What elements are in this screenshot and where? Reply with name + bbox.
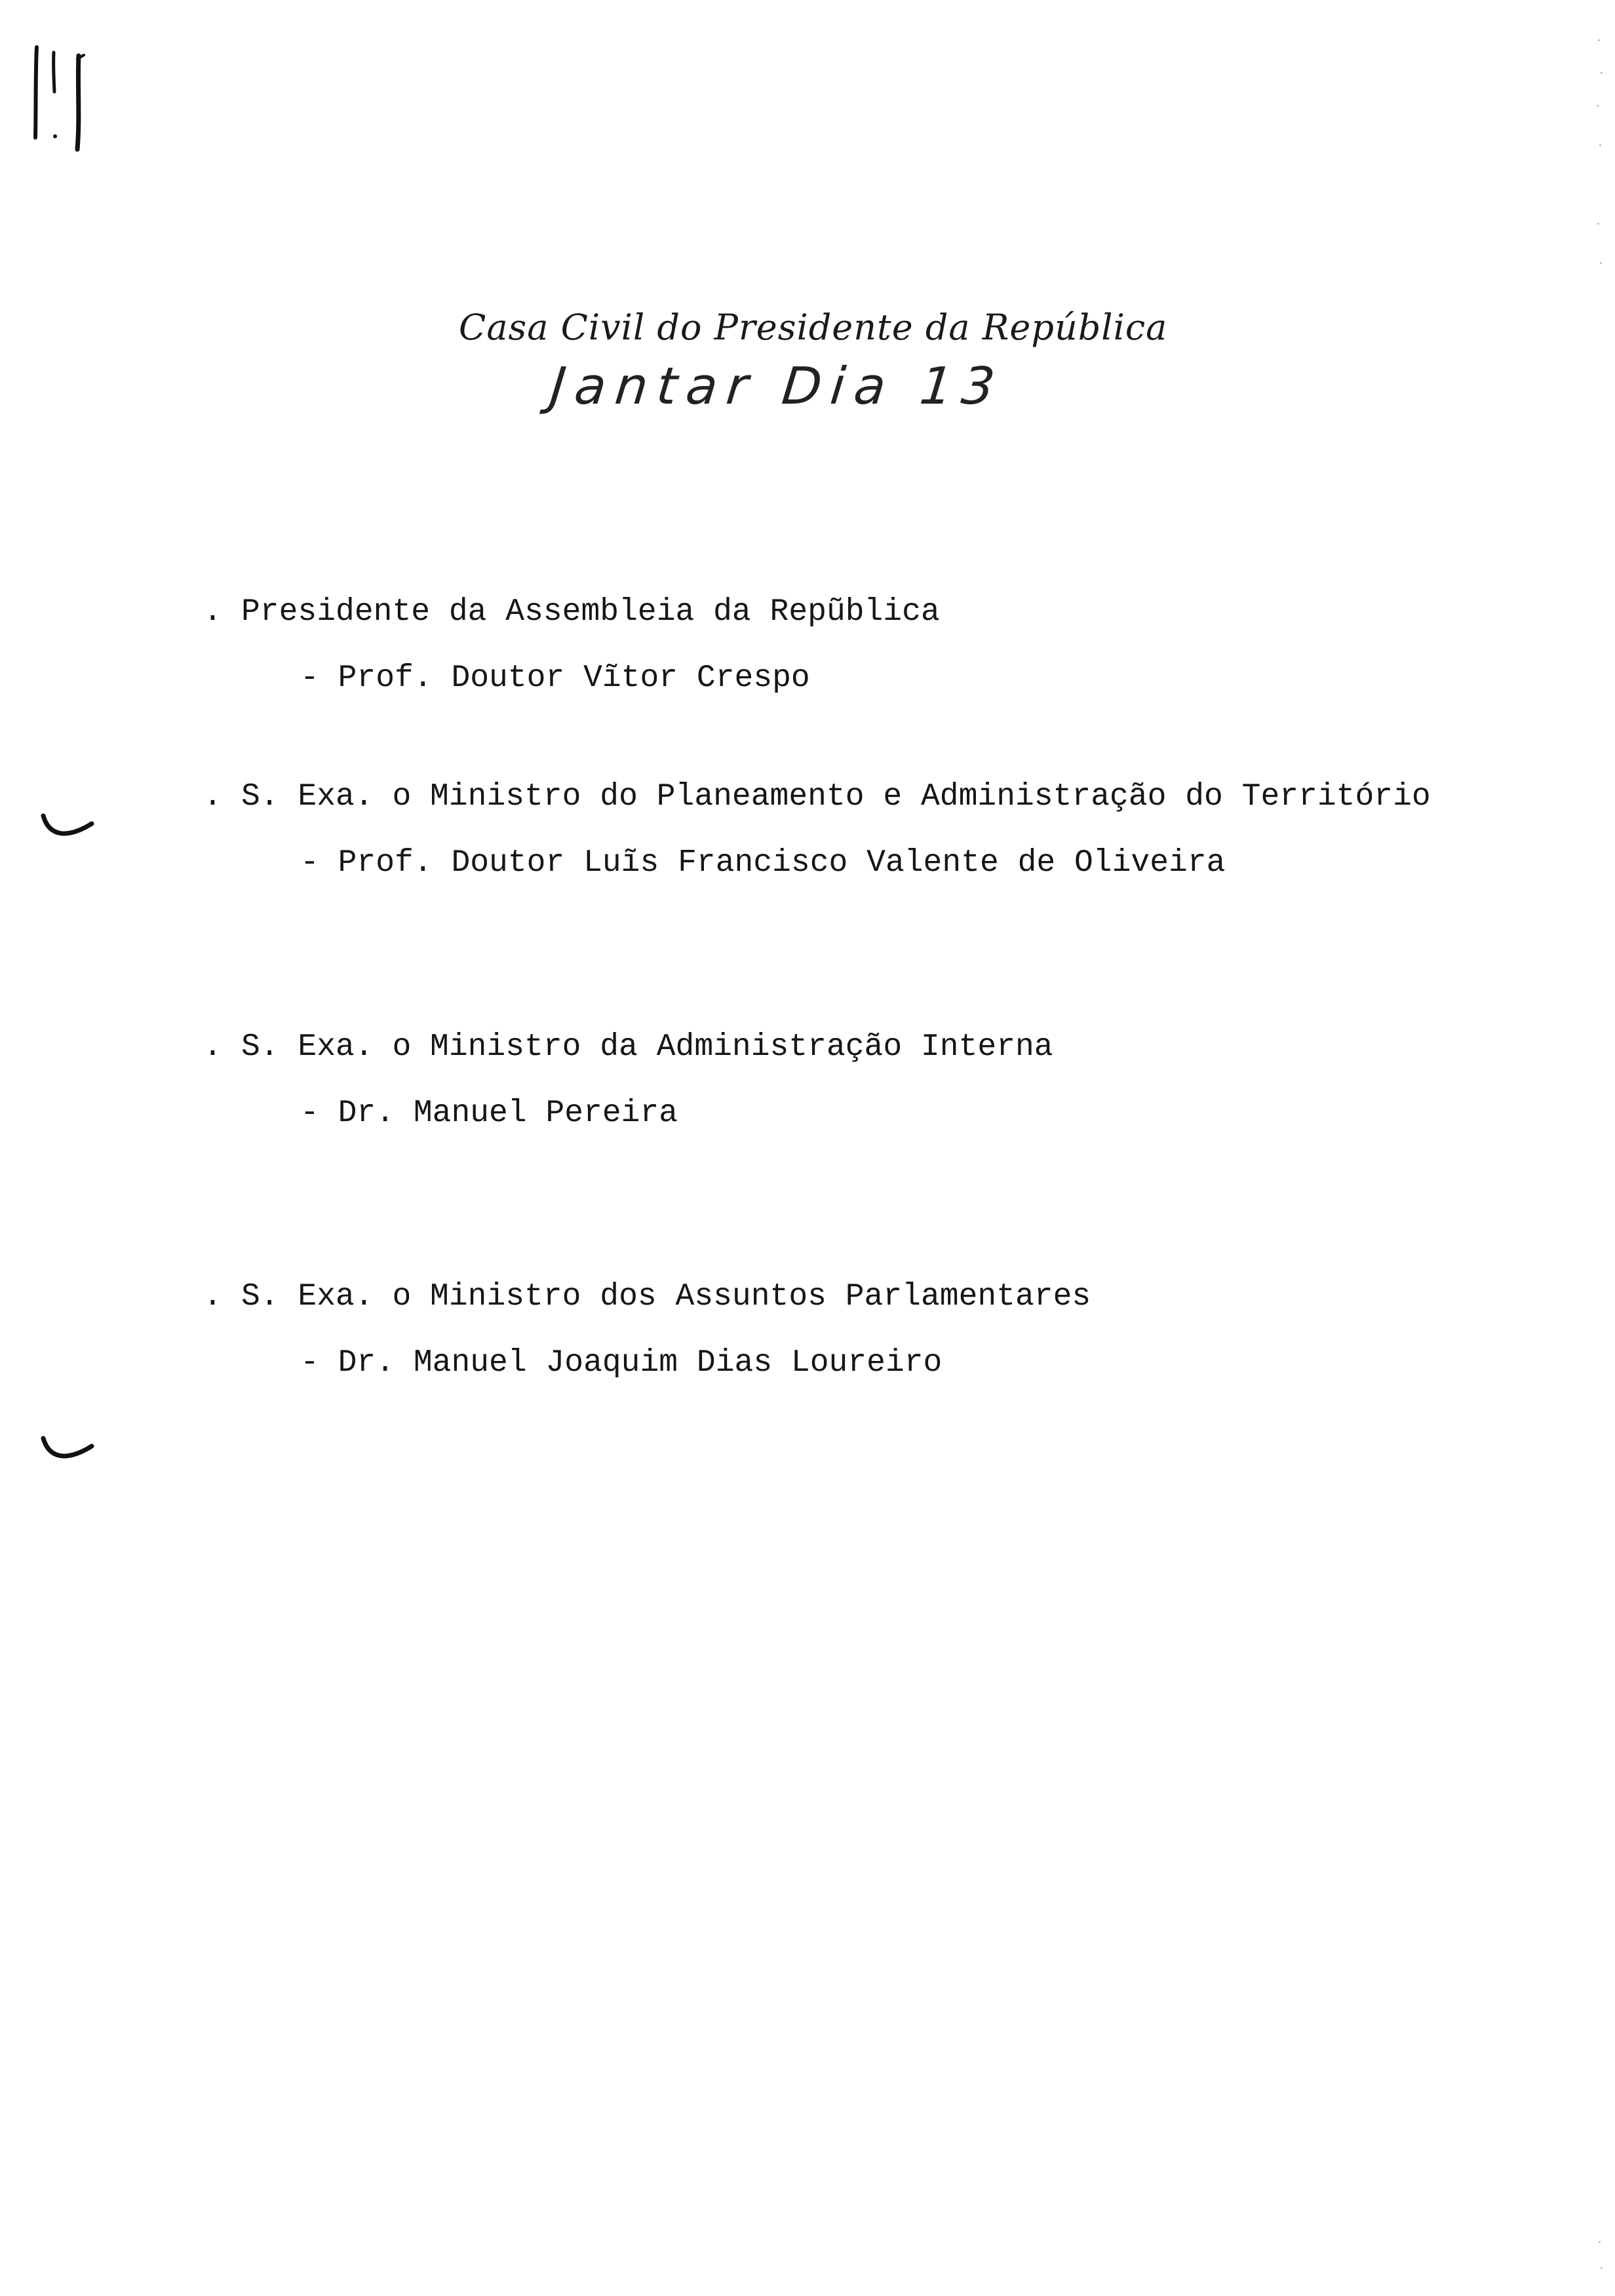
- entry-title: [203, 777, 1431, 816]
- bullet-mark: .: [203, 594, 222, 630]
- entry-title-text: Presidente da Assembleia da Repũblica: [241, 594, 940, 630]
- entry-title-text: S. Exa. o Ministro dos Assuntos Parlamentares: [241, 1279, 1091, 1314]
- bullet-mark: .: [203, 1279, 222, 1314]
- entry-title: [203, 1027, 1053, 1067]
- entry-title-text: S. Exa. o Ministro da Administração Interna: [241, 1029, 1053, 1065]
- scan-edge-specks: [1589, 0, 1615, 2296]
- entry-person-name: - Dr. Manuel Joaquim Dias Loureiro: [300, 1345, 943, 1381]
- handwritten-tick-mark: [39, 809, 98, 849]
- handwritten-note: Jantar Dia 13: [547, 357, 1007, 416]
- entry-person-name: - Prof. Doutor Luĩs Francisco Valente de Oliveira: [300, 845, 1226, 881]
- entry-title-text: S. Exa. o Ministro do Planeamento e Administração do Território: [241, 779, 1431, 814]
- entry-person-name: - Prof. Doutor Vĩtor Crespo: [300, 660, 810, 696]
- list-item: [203, 592, 940, 698]
- handwritten-corner-mark: [25, 39, 97, 157]
- list-item: [203, 777, 1431, 883]
- entry-title: [203, 1277, 1091, 1316]
- bullet-mark: .: [203, 1029, 222, 1065]
- list-item: [203, 1027, 1053, 1133]
- entry-person-name: - Dr. Manuel Pereira: [300, 1096, 678, 1131]
- list-item: [203, 1277, 1091, 1383]
- handwritten-tick-mark: [39, 1432, 98, 1471]
- bullet-mark: .: [203, 779, 222, 814]
- entry-title: [203, 592, 940, 632]
- letterhead: Casa Civil do Presidente da República: [459, 307, 1168, 348]
